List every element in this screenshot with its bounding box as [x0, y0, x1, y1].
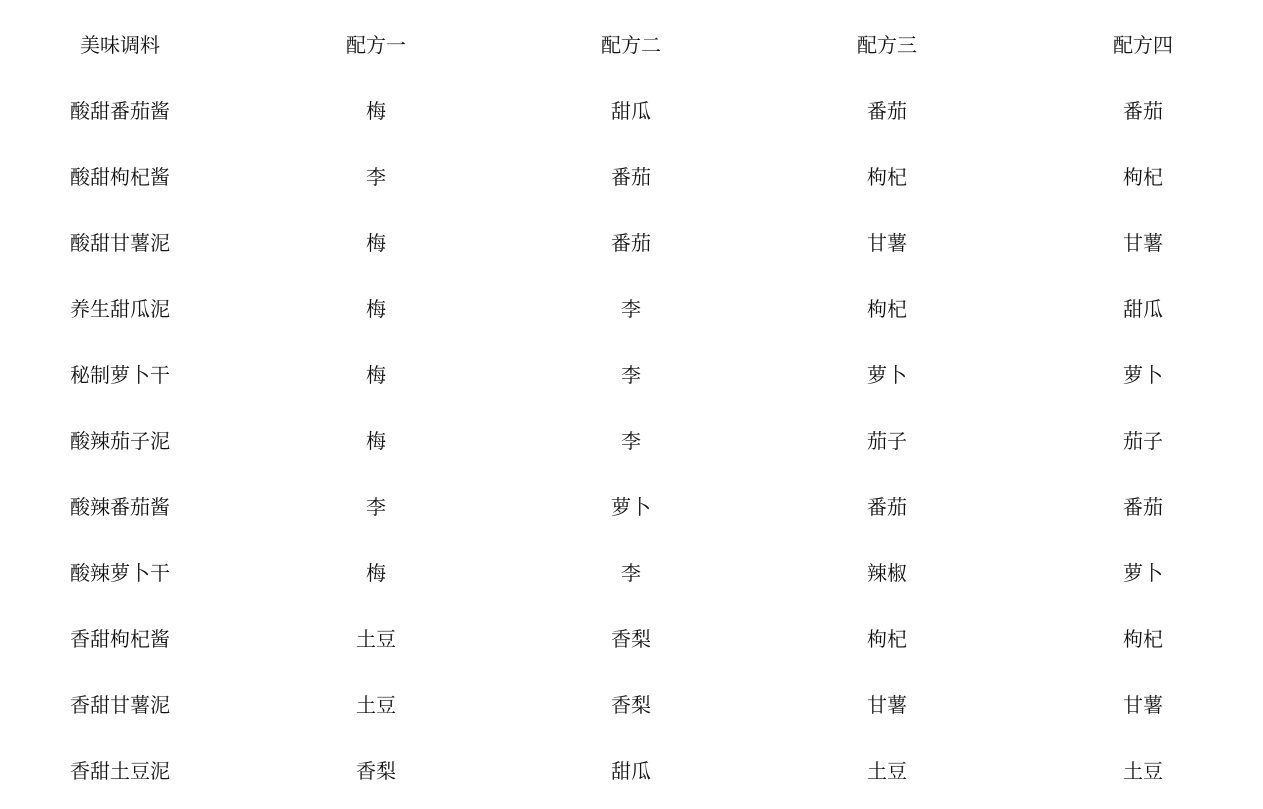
table-cell: 香梨: [611, 693, 651, 717]
table-cell: 酸辣萝卜干: [70, 561, 170, 585]
table-cell: 萝卜: [1123, 363, 1163, 387]
table-cell: 酸甜枸杞酱: [70, 165, 170, 189]
table-cell: 秘制萝卜干: [70, 363, 170, 387]
table-cell: 梅: [366, 231, 386, 255]
table-cell: 茄子: [867, 429, 907, 453]
table-cell: 番茄: [611, 165, 651, 189]
header-cell-recipe-1: 配方一: [346, 33, 406, 57]
table-cell: 枸杞: [1123, 165, 1163, 189]
table-cell: 甜瓜: [611, 759, 651, 783]
table-cell: 茄子: [1123, 429, 1163, 453]
header-cell-recipe-3: 配方三: [857, 33, 917, 57]
table-cell: 萝卜: [611, 495, 651, 519]
table-cell: 李: [621, 297, 641, 321]
table-cell: 养生甜瓜泥: [70, 297, 170, 321]
table-cell: 枸杞: [867, 627, 907, 651]
header-cell-recipe-4: 配方四: [1113, 33, 1173, 57]
table-cell: 梅: [366, 429, 386, 453]
header-cell-seasoning: 美味调料: [80, 33, 160, 57]
table-cell: 枸杞: [867, 165, 907, 189]
table-cell: 酸辣番茄酱: [70, 495, 170, 519]
table-cell: 李: [621, 561, 641, 585]
table-cell: 萝卜: [1123, 561, 1163, 585]
table-row: [0, 672, 1263, 738]
table-cell: 甘薯: [867, 231, 907, 255]
table-header-row: [0, 12, 1263, 78]
table-cell: 番茄: [1123, 495, 1163, 519]
table-cell: 土豆: [1123, 759, 1163, 783]
table-cell: 李: [366, 165, 386, 189]
table-row: [0, 210, 1263, 276]
table-cell: 梅: [366, 561, 386, 585]
table-cell: 酸甜番茄酱: [70, 99, 170, 123]
table-row: [0, 408, 1263, 474]
table-cell: 萝卜: [867, 363, 907, 387]
table-cell: 甘薯: [867, 693, 907, 717]
table-cell: 梅: [366, 297, 386, 321]
table-cell: 李: [621, 429, 641, 453]
table-row: [0, 540, 1263, 606]
header-cell-recipe-2: 配方二: [601, 33, 661, 57]
table-cell: 酸辣茄子泥: [70, 429, 170, 453]
table-cell: 番茄: [1123, 99, 1163, 123]
table-cell: 枸杞: [867, 297, 907, 321]
table-cell: 香甜土豆泥: [70, 759, 170, 783]
table-cell: 番茄: [611, 231, 651, 255]
table-row: [0, 144, 1263, 210]
table-row: [0, 606, 1263, 672]
table-cell: 李: [366, 495, 386, 519]
table-cell: 李: [621, 363, 641, 387]
table-cell: 甘薯: [1123, 693, 1163, 717]
table-cell: 香梨: [611, 627, 651, 651]
table-cell: 梅: [366, 99, 386, 123]
table-cell: 香梨: [356, 759, 396, 783]
table-cell: 香甜甘薯泥: [70, 693, 170, 717]
table-cell: 甜瓜: [1123, 297, 1163, 321]
table-cell: 番茄: [867, 99, 907, 123]
table-row: [0, 342, 1263, 408]
table-row: [0, 276, 1263, 342]
table-cell: 辣椒: [867, 561, 907, 585]
table-cell: 土豆: [867, 759, 907, 783]
table-cell: 梅: [366, 363, 386, 387]
table-cell: 番茄: [867, 495, 907, 519]
table-cell: 土豆: [356, 627, 396, 651]
table-cell: 酸甜甘薯泥: [70, 231, 170, 255]
table-row: [0, 738, 1263, 804]
table-row: [0, 474, 1263, 540]
table-cell: 枸杞: [1123, 627, 1163, 651]
table-cell: 甜瓜: [611, 99, 651, 123]
table-cell: 土豆: [356, 693, 396, 717]
table-row: [0, 78, 1263, 144]
table-cell: 甘薯: [1123, 231, 1163, 255]
table-cell: 香甜枸杞酱: [70, 627, 170, 651]
